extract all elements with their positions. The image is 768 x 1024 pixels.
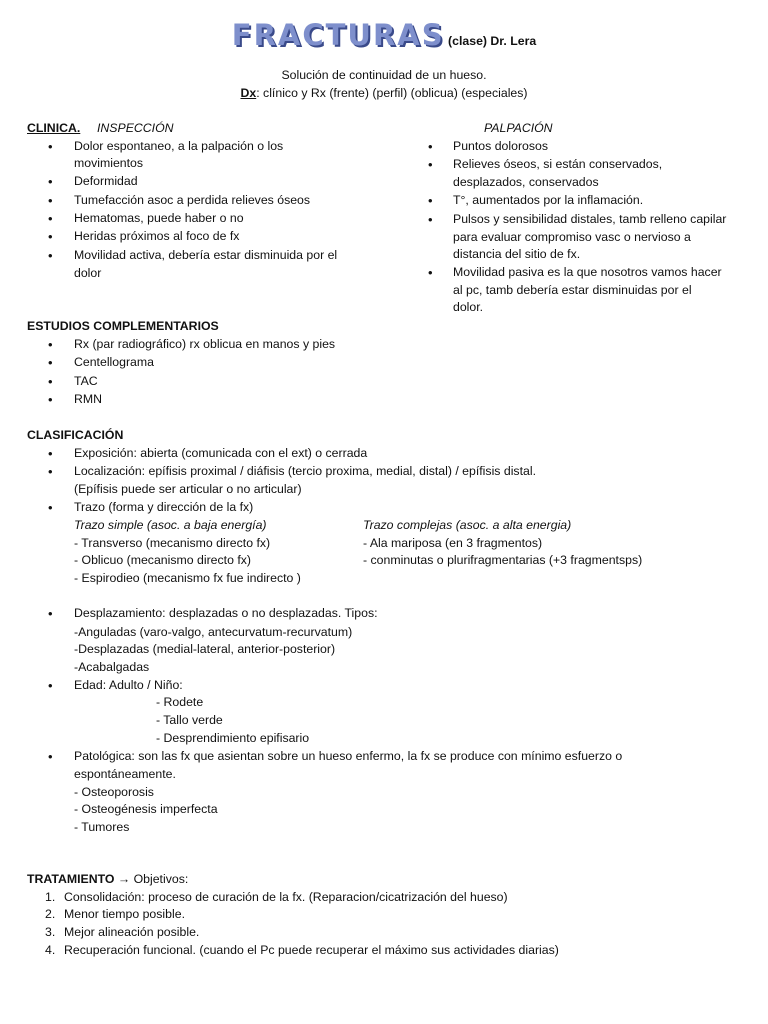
dx-label: Dx (240, 86, 257, 100)
list-item-cont: desplazados, conservados (453, 175, 599, 189)
bullet-icon: • (428, 193, 433, 208)
bullet-icon: • (48, 464, 53, 479)
list-item: Pulsos y sensibilidad distales, tamb relleno capilar (453, 212, 727, 226)
bullet-icon: • (48, 174, 53, 189)
bullet-icon: • (48, 374, 53, 389)
bullet-icon: • (48, 193, 53, 208)
list-item: Consolidación: proceso de curación de la fx. (Reparacion/cicatrización del hueso) (64, 890, 508, 904)
list-item-cont: dolor (74, 266, 102, 280)
list-item: Hematomas, puede haber o no (74, 211, 244, 225)
trazo-simple-item: - Oblicuo (mecanismo directo fx) (74, 553, 251, 567)
trazo-complejo-title: Trazo complejas (asoc. a alta energia) (363, 518, 572, 532)
list-item: Patológica: son las fx que asientan sobre un hueso enfermo, la fx se produce con mínimo esfuerzo o (74, 749, 623, 763)
bullet-icon: • (48, 606, 53, 621)
list-number: 3. (45, 925, 56, 939)
desplazamiento-tipo: -Acabalgadas (74, 660, 150, 674)
list-item: Menor tiempo posible. (64, 907, 185, 921)
list-item: Heridas próximos al foco de fx (74, 229, 240, 243)
trazo-simple-item: - Espirodieo (mecanismo fx fue indirecto ) (74, 571, 301, 585)
list-item: Centellograma (74, 355, 154, 369)
bullet-icon: • (48, 678, 53, 693)
palpacion-title: PALPACIÓN (484, 121, 553, 135)
page-title (0, 18, 768, 52)
list-item: Dolor espontaneo, a la palpación o los (74, 139, 284, 153)
desplazamiento-tipo: -Anguladas (varo-valgo, antecurvatum-recurvatum) (74, 625, 353, 639)
list-item: Tumefacción asoc a perdida relieves óseos (74, 193, 311, 207)
list-item: RMN (74, 392, 103, 406)
list-item: Desplazamiento: desplazadas o no desplazadas. Tipos: (74, 606, 378, 620)
list-item: Edad: Adulto / Niño: (74, 678, 183, 692)
list-item-cont: espontáneamente. (74, 767, 176, 781)
bullet-icon: • (48, 392, 53, 407)
desplazamiento-tipo: -Desplazadas (medial-lateral, anterior-posterior) (74, 642, 336, 656)
list-number: 1. (45, 890, 56, 904)
bullet-icon: • (428, 139, 433, 154)
inspeccion-title: INSPECCIÓN (97, 121, 174, 135)
trazo-complejo-item: - conminutas o plurifragmentarias (+3 fragmentsps) (363, 553, 643, 567)
bullet-icon: • (48, 355, 53, 370)
bullet-icon: • (48, 749, 53, 764)
bullet-icon: • (428, 157, 433, 172)
list-item: Rx (par radiográfico) rx oblicua en manos y pies (74, 337, 336, 351)
list-item: Deformidad (74, 174, 138, 188)
bullet-icon: • (48, 211, 53, 226)
edad-item: - Desprendimiento epifisario (156, 731, 310, 745)
clinica-heading: CLINICA. (27, 121, 81, 135)
list-item: TAC (74, 374, 98, 388)
title-main: FRACTURAS (231, 18, 445, 52)
estudios-heading: ESTUDIOS COMPLEMENTARIOS (27, 319, 219, 333)
trazo-simple-title: Trazo simple (asoc. a baja energía) (74, 518, 267, 532)
bullet-icon: • (48, 248, 53, 263)
patologica-item: - Tumores (74, 820, 130, 834)
list-item: Puntos dolorosos (453, 139, 549, 153)
tratamiento-heading-line (27, 871, 188, 888)
list-item: Localización: epífisis proximal / diáfisis (tercio proxima, medial, distal) / epífisis distal. (74, 464, 536, 478)
dx-text: : clínico y Rx (frente) (perfil) (oblicua) (especiales) (256, 86, 528, 100)
list-item: Mejor alineación posible. (64, 925, 200, 939)
list-item: T°, aumentados por la inflamación. (453, 193, 644, 207)
trazo-complejo-item: - Ala mariposa (en 3 fragmentos) (363, 536, 543, 550)
clasificacion-heading: CLASIFICACIÓN (27, 428, 124, 442)
bullet-icon: • (48, 139, 53, 154)
list-item-cont: movimientos (74, 156, 144, 170)
list-number: 2. (45, 907, 56, 921)
list-item-cont: dolor. (453, 300, 484, 314)
list-item: Movilidad pasiva es la que nosotros vamos hacer (453, 265, 722, 279)
title-suffix: (clase) Dr. Lera (448, 34, 537, 48)
list-item: Movilidad activa, debería estar disminuida por el (74, 248, 338, 262)
arrow-right-icon: → (117, 872, 131, 886)
definition: Solución de continuidad de un hueso. (281, 68, 487, 82)
list-item-cont: (Epífisis puede ser articular o no articular) (74, 482, 302, 496)
list-item-cont: distancia del sitio de fx. (453, 247, 581, 261)
bullet-icon: • (48, 446, 53, 461)
list-item: Recuperación funcional. (cuando el Pc puede recuperar el máximo sus actividades diarias) (64, 943, 559, 957)
bullet-icon: • (48, 229, 53, 244)
list-item: Trazo (forma y dirección de la fx) (74, 500, 254, 514)
list-item-cont: al pc, tamb debería estar disminuidas por el (453, 283, 692, 297)
bullet-icon: • (428, 265, 433, 280)
list-item: Exposición: abierta (comunicada con el ext) o cerrada (74, 446, 368, 460)
list-number: 4. (45, 943, 56, 957)
dx-line (0, 85, 768, 102)
patologica-item: - Osteoporosis (74, 785, 154, 799)
objetivos-label: Objetivos: (133, 872, 189, 886)
list-item: Relieves óseos, si están conservados, (453, 157, 663, 171)
bullet-icon: • (48, 500, 53, 515)
trazo-simple-item: - Transverso (mecanismo directo fx) (74, 536, 271, 550)
patologica-item: - Osteogénesis imperfecta (74, 802, 218, 816)
list-item-cont: para evaluar compromiso vasc o nervioso a (453, 230, 691, 244)
edad-item: - Rodete (156, 695, 204, 709)
tratamiento-heading: TRATAMIENTO (27, 872, 115, 886)
edad-item: - Tallo verde (156, 713, 223, 727)
bullet-icon: • (428, 212, 433, 227)
bullet-icon: • (48, 337, 53, 352)
